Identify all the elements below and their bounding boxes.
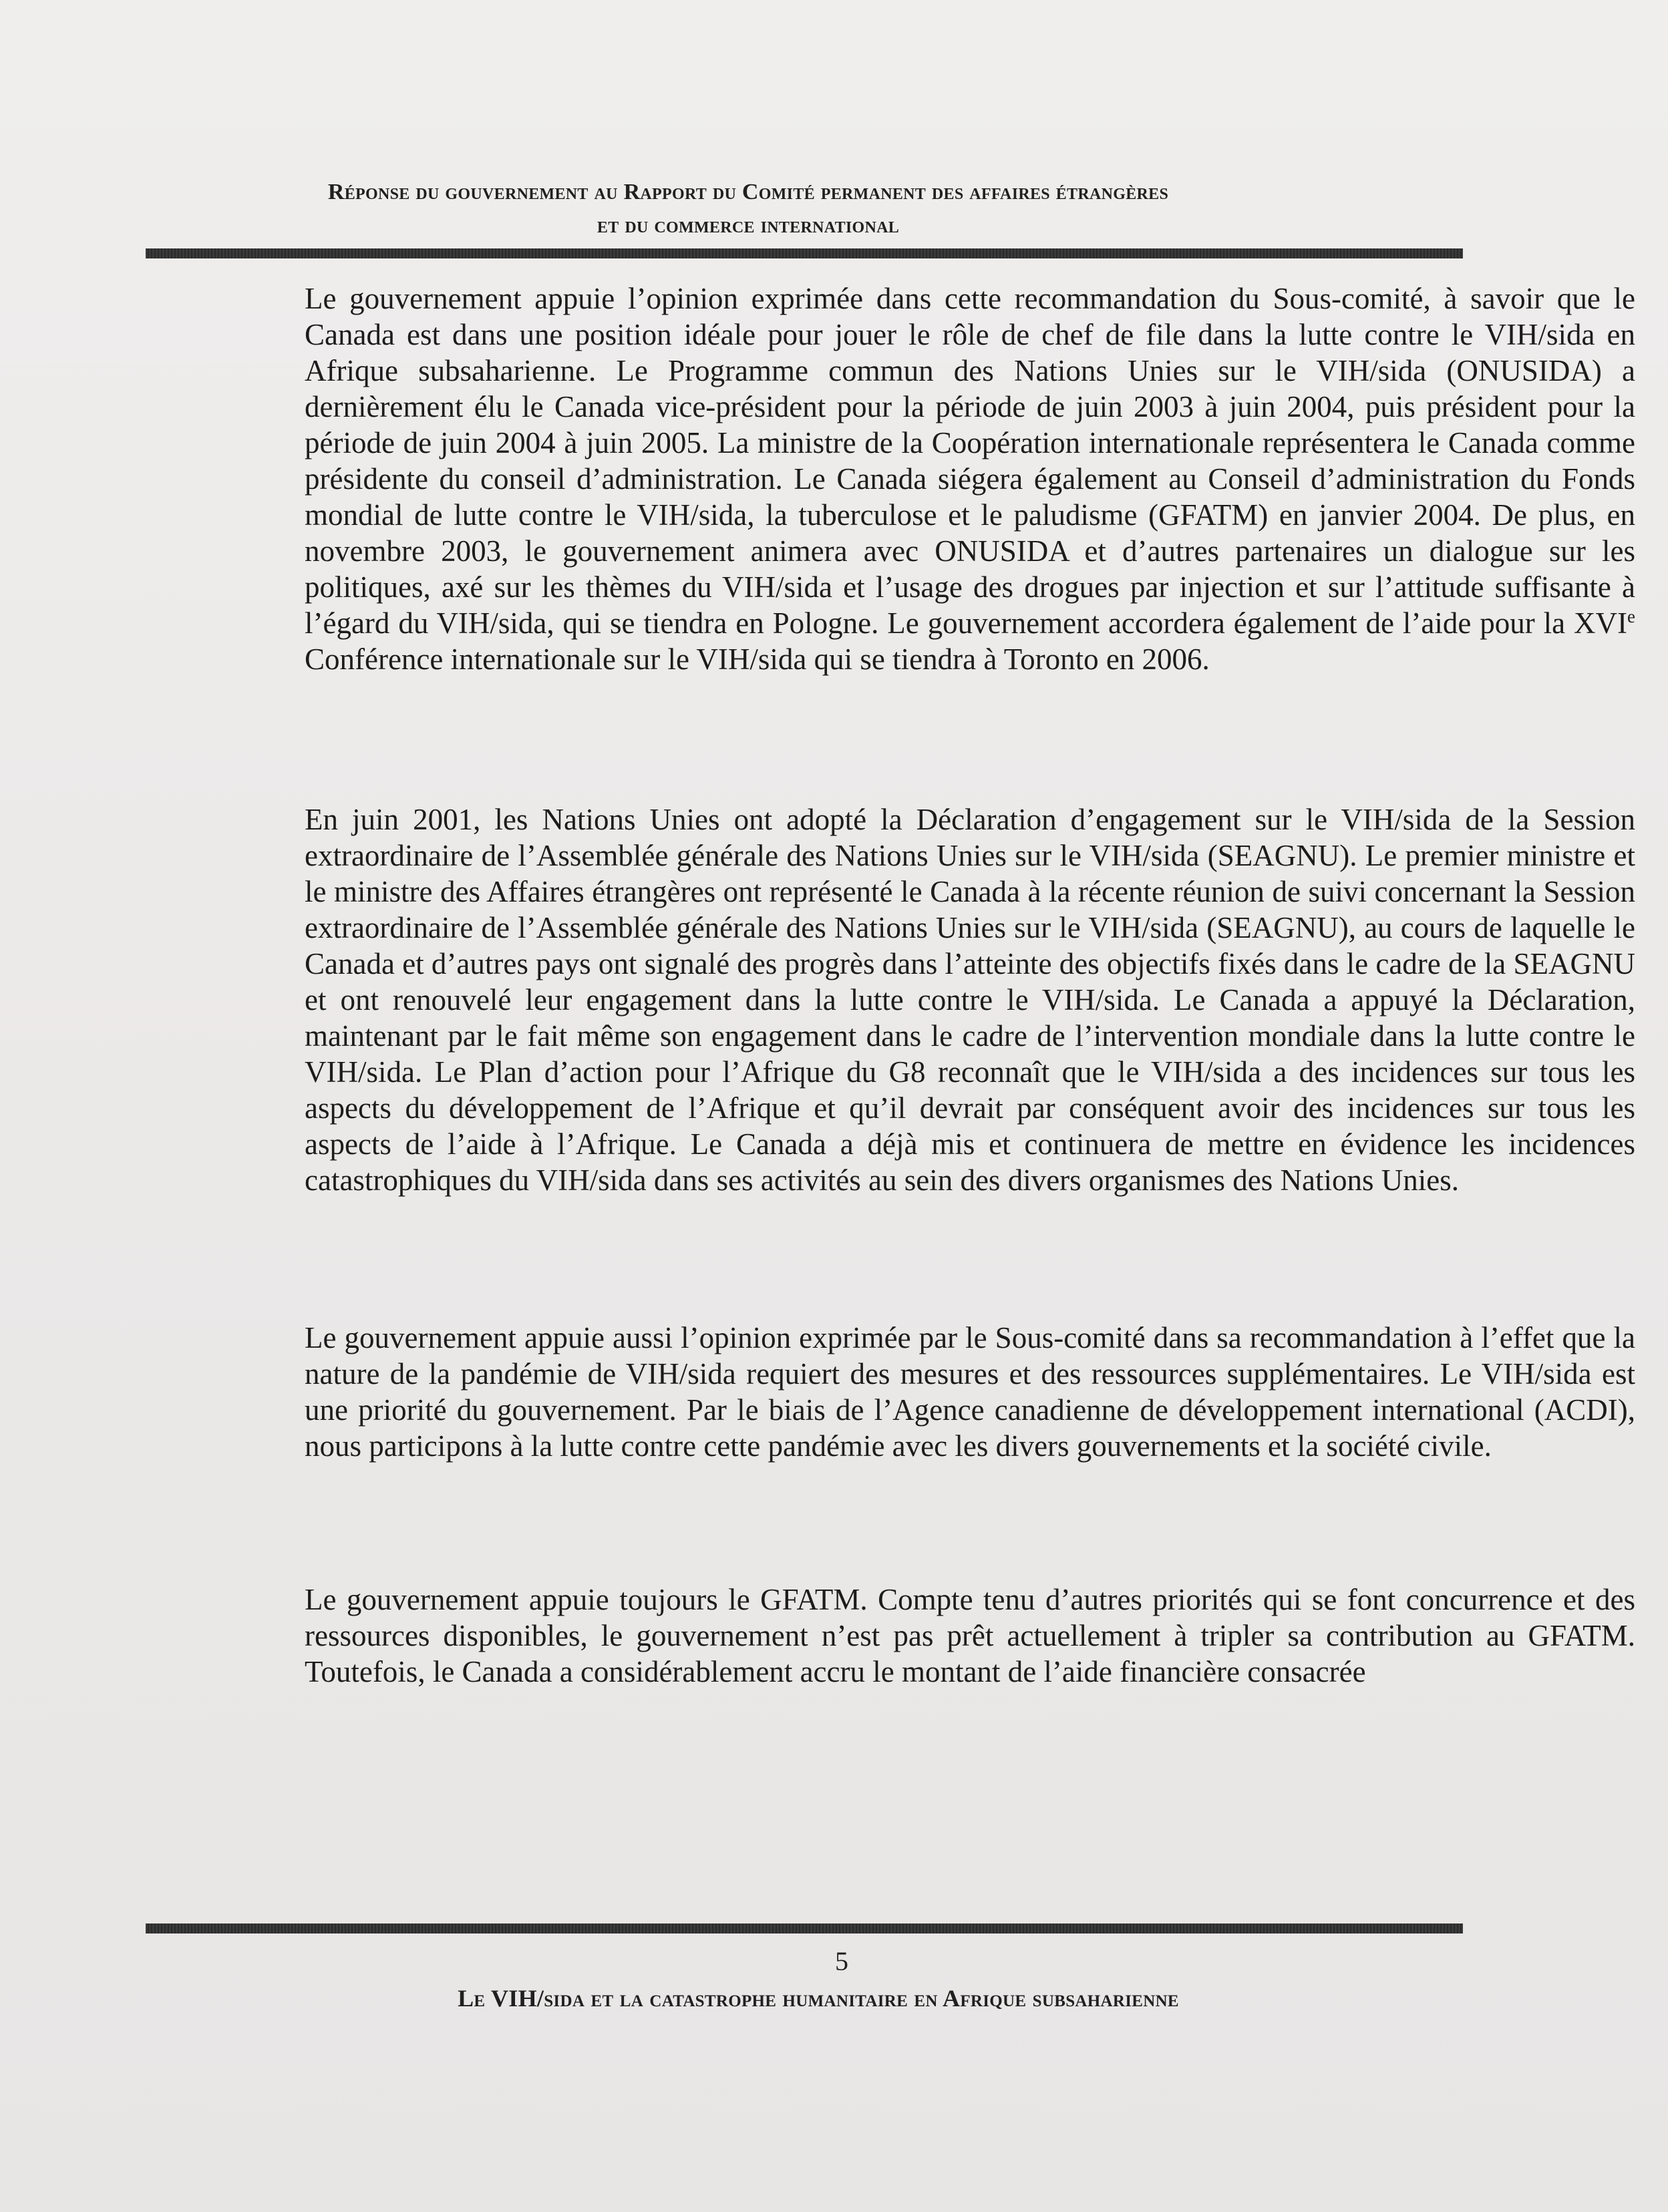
paragraph-3: Le gouvernement appuie aussi l’opinion exprimée par le Sous-comité dans sa recommandation à l’effet que la nature de la pandémie de VIH/sida requiert des mesures et des ressources supplémentaires. Le VIH/sida est une priorité du gouvernement. Par le biais de l’Agence canadienne de développement international (ACDI), nous participons à la lutte contre cette pandémie avec les divers gouvernements et la société civile. xyxy=(305,1321,1635,1463)
running-header-line-1: Réponse du gouvernement au Rapport du Comité permanent des affaires étrangères xyxy=(327,180,1169,204)
footer-rule xyxy=(146,1923,1463,1933)
page-number: 5 xyxy=(835,1946,848,1976)
paragraph-4: Le gouvernement appuie toujours le GFATM. Compte tenu d’autres priorités qui se font concurrence et des ressources disponibles, le gouvernement n’est pas prêt actuellement à tripler sa contribution au GFATM. Toutefois, le Canada a considérablement accru le montant de l’aide financière consacrée xyxy=(305,1583,1635,1688)
running-header-line-2: et du commerce international xyxy=(597,213,900,238)
running-footer-title: Le VIH/sida et la catastrophe humanitaire en Afrique subsaharienne xyxy=(458,1985,1179,2012)
paragraph-2: En juin 2001, les Nations Unies ont adopté la Déclaration d’engagement sur le VIH/sida de la Session extraordinaire de l’Assemblée générale des Nations Unies sur le VIH/sida (SEAGNU). Le premier ministre et le ministre des Affaires étrangères ont représenté le Canada à la récente réunion de suivi concernant la Session extraordinaire de l’Assemblée générale des Nations Unies sur le VIH/sida (SEAGNU), au cours de laquelle le Canada et d’autres pays ont signalé des progrès dans l’atteinte des objectifs fixés dans le cadre de la SEAGNU et ont renouvelé leur engagement dans la lutte contre le VIH/sida. Le Canada a appuyé la Déclaration, maintenant par le fait même son engagement dans le cadre de l’intervention mondiale dans la lutte contre le VIH/sida. Le Plan d’action pour l’Afrique du G8 reconnaît que le VIH/sida a des incidences sur tous les aspects du développement de l’Afrique et qu’il devrait par conséquent avoir des incidences sur tous les aspects de l’aide à l’Afrique. Le Canada a déjà mis et continuera de mettre en évidence les incidences catastrophiques du VIH/sida dans ses activités au sein des divers organismes des Nations Unies. xyxy=(305,803,1635,1197)
header-rule xyxy=(146,248,1463,258)
paragraph-1: Le gouvernement appuie l’opinion exprimée dans cette recommandation du Sous-comité, à savoir que le Canada est dans une position idéale pour jouer le rôle de chef de file dans la lutte contre le VIH/sida en Afrique subsaharienne. Le Programme commun des Nations Unies sur le VIH/sida (ONUSIDA) a dernièrement élu le Canada vice-président pour la période de juin 2003 à juin 2004, puis président pour la période de juin 2004 à juin 2005. La ministre de la Coopération internationale représentera le Canada comme présidente du conseil d’administration. Le Canada siégera également au Conseil d’administration du Fonds mondial de lutte contre le VIH/sida, la tuberculose et le paludisme (GFATM) en janvier 2004. De plus, en novembre 2003, le gouvernement animera avec ONUSIDA et d’autres partenaires un dialogue sur les politiques, axé sur les thèmes du VIH/sida et l’usage des drogues par injection et sur l’attitude suffisante à l’égard du VIH/sida, qui se tiendra en Pologne. Le gouvernement accordera également de l’aide pour la XVIe Conférence internationale sur le VIH/sida qui se tiendra à Toronto en 2006. xyxy=(305,282,1635,676)
